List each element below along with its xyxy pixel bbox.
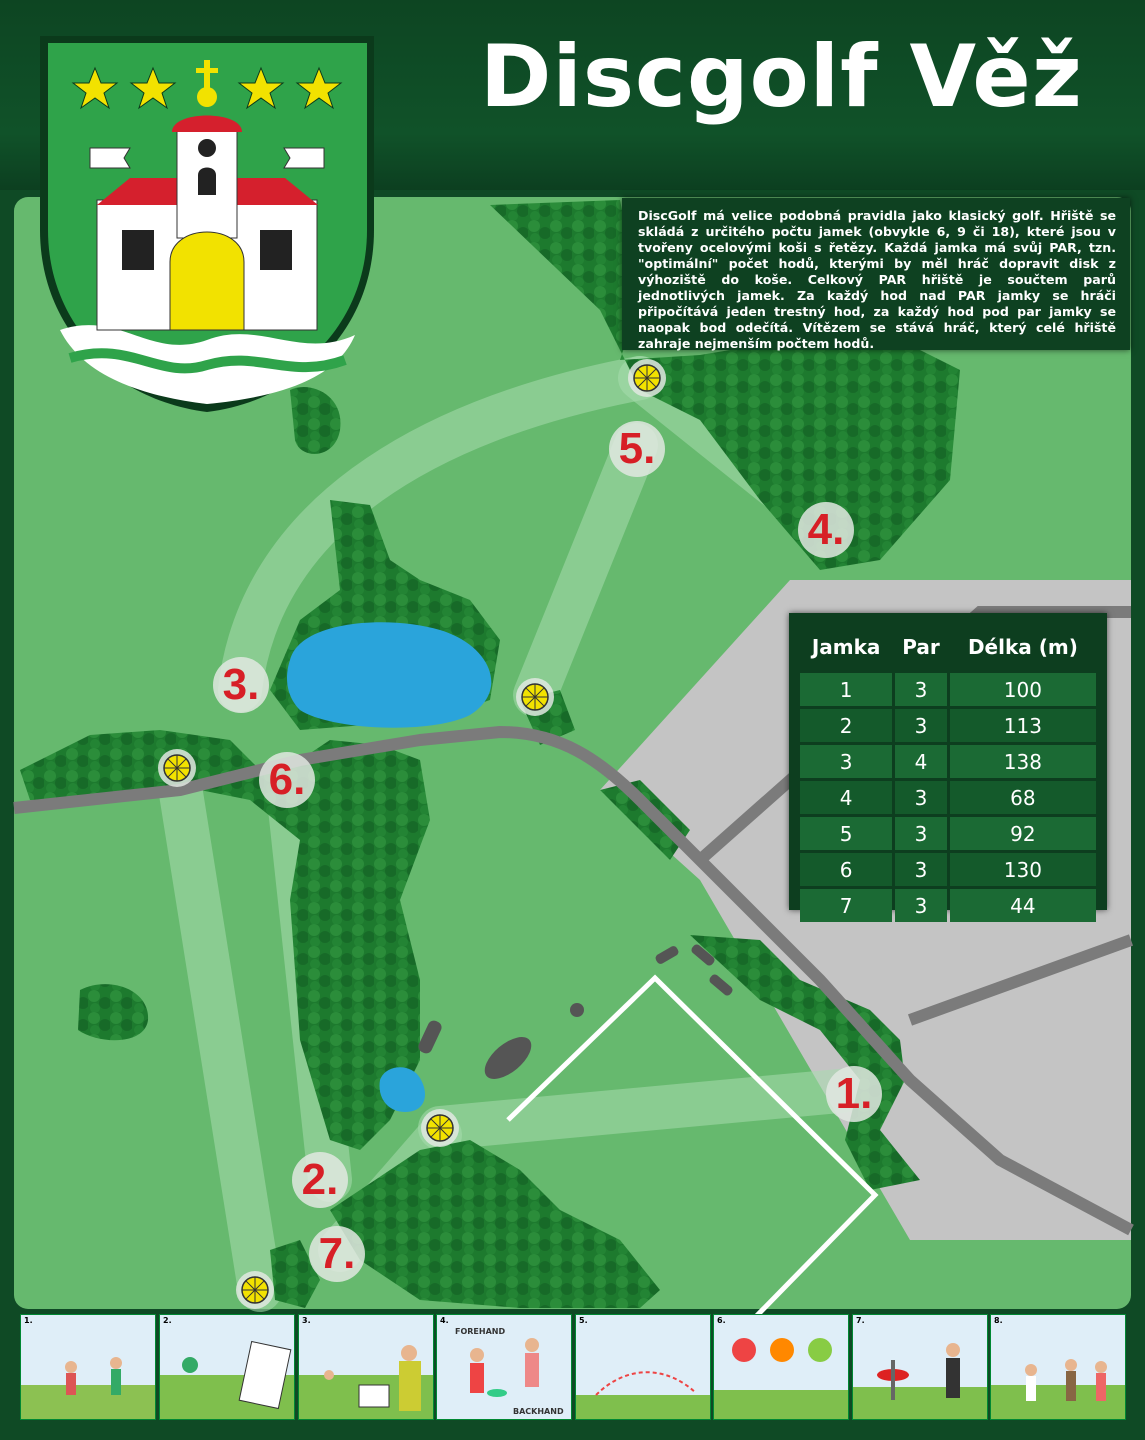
panel-number: 3.: [302, 1316, 311, 1325]
table-cell: 4: [895, 745, 947, 778]
table-cell: 2: [800, 709, 892, 742]
rules-info-box: DiscGolf má velice podobná pravidla jako klasický golf. Hřiště se skládá z určitého počtu jamek (obvykle 6, 9 či 18), které jsou v tvořeny ocelovými koši s řetězy. Každá jamka má svůj PAR, tzn. "optimální" počet hodů, kterými by měl hráč dopravit disk z výhoziště do koše. Celkový PAR hřiště je součtem parů jednotlivých jamek. Za každý hod nad PAR jamky se hráči připočítává jeden trestný hod, za každý hod pod par jamky se naopak bod odečítá. Vítězem se stává hráč, který celé hřiště zahraje nejmenším počtem hodů.: [622, 198, 1130, 350]
basket-icon: [158, 749, 196, 787]
hole-marker-2[interactable]: 2.: [292, 1152, 348, 1208]
table-cell: 3: [895, 673, 947, 706]
col-length: Délka (m): [967, 635, 1078, 659]
basket-icon: [516, 678, 554, 716]
table-row: [800, 889, 1096, 922]
table-cell: 138: [950, 745, 1096, 778]
hole-marker-5[interactable]: 5.: [609, 421, 665, 477]
players-throwing-illustration: [21, 1315, 156, 1420]
table-cell: 6: [800, 853, 892, 886]
panel-number: 1.: [24, 1316, 33, 1325]
panel-number: 7.: [856, 1316, 865, 1325]
table-row: [800, 673, 1096, 706]
hole-marker-7[interactable]: 7.: [309, 1226, 365, 1282]
table-cell: 7: [800, 889, 892, 922]
table-cell: 3: [895, 709, 947, 742]
instruction-panel-2[interactable]: [159, 1314, 295, 1420]
instruction-panel-5[interactable]: [575, 1314, 711, 1420]
instruction-strip: [20, 1314, 1130, 1422]
group-players-illustration: [991, 1315, 1126, 1420]
table-row: [800, 817, 1096, 850]
instruction-panel-1[interactable]: [20, 1314, 156, 1420]
panel-number: 8.: [994, 1316, 1003, 1325]
table-row: [800, 853, 1096, 886]
coat-of-arms-emblem: [40, 36, 374, 412]
instruction-panel-6[interactable]: [713, 1314, 849, 1420]
table-cell: 3: [895, 853, 947, 886]
table-cell: 130: [950, 853, 1096, 886]
panel-number: 4.: [440, 1316, 449, 1325]
basket-icon: [236, 1271, 274, 1309]
table-cell: 100: [950, 673, 1096, 706]
hole-marker-1[interactable]: 1.: [826, 1066, 882, 1122]
disc-types-illustration: [714, 1315, 849, 1420]
table-cell: 44: [950, 889, 1096, 922]
hole-marker-3[interactable]: 3.: [213, 657, 269, 713]
basket-icon: [421, 1109, 459, 1147]
table-cell: 92: [950, 817, 1096, 850]
panel-number: 6.: [717, 1316, 726, 1325]
table-cell: 68: [950, 781, 1096, 814]
player-with-bag-illustration: [299, 1315, 434, 1420]
col-par: Par: [902, 635, 940, 659]
table-cell: 3: [800, 745, 892, 778]
basket-icon: [628, 359, 666, 397]
instruction-panel-7[interactable]: [852, 1314, 988, 1420]
instruction-panel-3[interactable]: [298, 1314, 434, 1420]
page-title: Discgolf Věž: [480, 27, 1083, 127]
holes-table: [789, 613, 1107, 918]
panel-number: 5.: [579, 1316, 588, 1325]
basket-putt-illustration: [853, 1315, 988, 1420]
table-row: [800, 781, 1096, 814]
table-row: [800, 745, 1096, 778]
backhand-label: BACKHAND: [513, 1407, 564, 1416]
instruction-panel-8[interactable]: [990, 1314, 1126, 1420]
col-hole: Jamka: [811, 635, 881, 659]
instruction-panel-4[interactable]: [436, 1314, 572, 1420]
table-cell: 113: [950, 709, 1096, 742]
table-cell: 5: [800, 817, 892, 850]
table-cell: 4: [800, 781, 892, 814]
panel-number: 2.: [163, 1316, 172, 1325]
scorecard-illustration: [160, 1315, 295, 1420]
table-cell: 3: [895, 781, 947, 814]
hole-marker-6[interactable]: 6.: [259, 752, 315, 808]
disc-flight-illustration: [576, 1315, 711, 1420]
forehand-label: FOREHAND: [455, 1327, 506, 1336]
table-cell: 3: [895, 889, 947, 922]
table-row: [800, 709, 1096, 742]
table-cell: 1: [800, 673, 892, 706]
hole-marker-4[interactable]: 4.: [798, 502, 854, 558]
table-cell: 3: [895, 817, 947, 850]
